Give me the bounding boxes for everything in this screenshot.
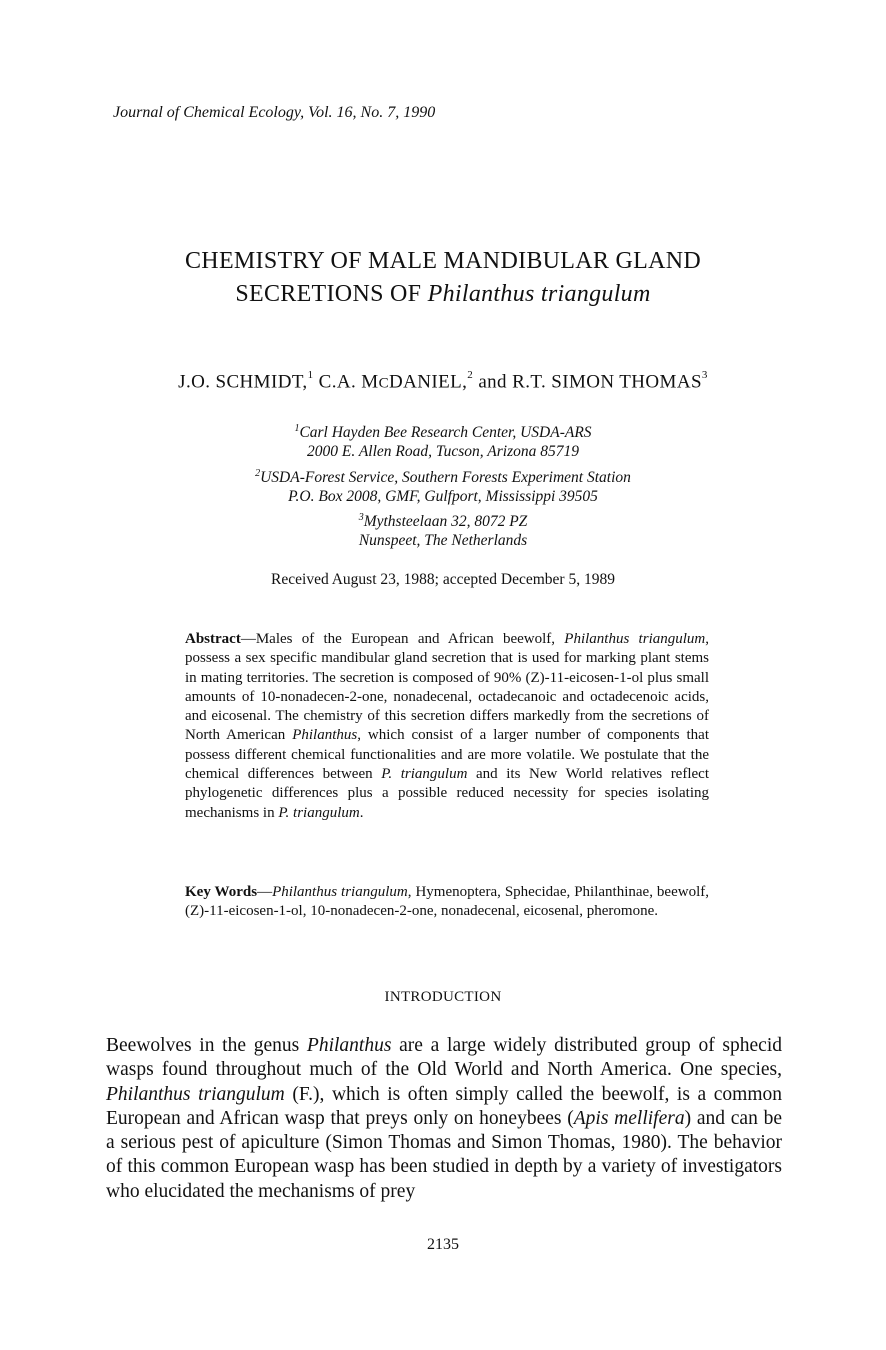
- keywords-dash: —: [257, 884, 273, 900]
- page-number: 2135: [427, 1236, 459, 1253]
- abstract-text-5: .: [359, 804, 364, 821]
- keywords-species: Philanthus triangulum: [272, 884, 408, 900]
- intro-genus: Philanthus: [306, 1035, 392, 1056]
- author-2-name-prefix: C.A. M: [318, 371, 379, 393]
- author-3-affiliation-mark: 3: [701, 369, 708, 381]
- keywords-paragraph: [185, 883, 709, 922]
- intro-text-1: Beewolves in the genus: [106, 1035, 307, 1056]
- affiliation-3-mark: 3: [358, 512, 364, 523]
- abstract-species-3: P. triangulum: [278, 804, 360, 821]
- abstract-label: Abstract: [185, 631, 241, 647]
- journal-citation: Journal of Chemical Ecology, Vol. 16, No. 7, 1990: [113, 104, 436, 121]
- affiliation-1-line-1: [0, 423, 886, 442]
- introduction-paragraph: [106, 1034, 782, 1204]
- affiliation-2-line-2: P.O. Box 2008, GMF, Gulfport, Mississippi 39505: [288, 488, 598, 505]
- affiliation-3-line-1: [0, 512, 886, 531]
- intro-text-2: are a large widely distributed group of sphecid wasps found throughout much of the Old World and North America. One species,: [106, 1035, 782, 1081]
- author-2-name-suffix: DANIEL,: [389, 371, 468, 393]
- author-conjunction: and: [478, 371, 507, 393]
- affiliation-1-mark: 1: [294, 423, 300, 434]
- intro-honeybee-species: Apis mellifera: [573, 1107, 685, 1129]
- abstract-paragraph: [185, 630, 709, 823]
- affiliation-2-line-1: [0, 468, 886, 487]
- author-list: [0, 371, 886, 393]
- introduction-heading: INTRODUCTION: [384, 989, 502, 1005]
- abstract-text-3: , which consist of a larger number of components that possess different chemical functionalities and are more volatile. We postulate that the chemical differences between: [185, 727, 709, 783]
- affiliation-2-mark: 2: [255, 468, 261, 479]
- abstract-dash: —: [240, 631, 256, 647]
- abstract-species-1: Philanthus triangulum: [564, 631, 706, 647]
- author-1-affiliation-mark: 1: [307, 369, 314, 381]
- keywords-list: , Hymenoptera, Sphecidae, Philanthinae, beewolf, (Z)-11-eicosen-1-ol, 10-nonadecen-2-one, nonadecenal, eicosenal, pheromone.: [185, 884, 709, 920]
- affiliation-1-line-2: 2000 E. Allen Road, Tucson, Arizona 85719: [307, 443, 579, 460]
- intro-species: Philanthus triangulum: [106, 1083, 285, 1105]
- affiliation-1-institution: Carl Hayden Bee Research Center, USDA-ARS: [299, 424, 592, 442]
- author-3-name: R.T. SIMON THOMAS: [512, 371, 702, 393]
- received-dates: Received August 23, 1988; accepted December 5, 1989: [271, 571, 615, 588]
- affiliation-3-address: Mythsteelaan 32, 8072 PZ: [363, 513, 528, 531]
- author-1-name: J.O. SCHMIDT,: [178, 371, 308, 393]
- title-prefix: SECRETIONS OF: [235, 281, 422, 307]
- intro-text-4: ) and can be a serious pest of apiculture (Simon Thomas and Simon Thomas, 1980). The behavior of this common European wasp has been studied in depth by a variety of investigators who elucidated the mechanisms of prey: [106, 1107, 782, 1202]
- author-2-affiliation-mark: 2: [467, 369, 474, 381]
- affiliation-3-line-2: Nunspeet, The Netherlands: [358, 532, 528, 549]
- intro-text-3: (F.), which is often simply called the beewolf, is a common European and African wasp that preys only on honeybees (: [106, 1083, 782, 1129]
- title-species: Philanthus triangulum: [427, 281, 651, 307]
- abstract-text-4: and its New World relatives reflect phylogenetic differences plus a possible reduced necessity for species isolating mechanisms in: [185, 766, 709, 821]
- author-2-name-small: C: [378, 375, 389, 392]
- abstract-species-2: P. triangulum: [381, 766, 468, 783]
- abstract-genus: Philanthus: [292, 727, 358, 744]
- affiliation-2-institution: USDA-Forest Service, Southern Forests Experiment Station: [260, 469, 631, 487]
- keywords-label: Key Words: [185, 884, 258, 900]
- abstract-text-1: Males of the European and African beewolf,: [255, 631, 565, 647]
- article-title-line-2: [0, 281, 886, 308]
- abstract-text-2: , possess a sex specific mandibular gland secretion that is used for marking plant stems in mating territories. The secretion is composed of 90% (Z)-11-eicosen-1-ol plus small amounts of 10-nonadecen-2-one, nonadecenal, octadecanoic and octadecenoic acids, and eicosenal. The chemistry of this secretion differs markedly from the secretions of North American: [185, 631, 709, 744]
- article-title-line-1: CHEMISTRY OF MALE MANDIBULAR GLAND: [185, 248, 701, 274]
